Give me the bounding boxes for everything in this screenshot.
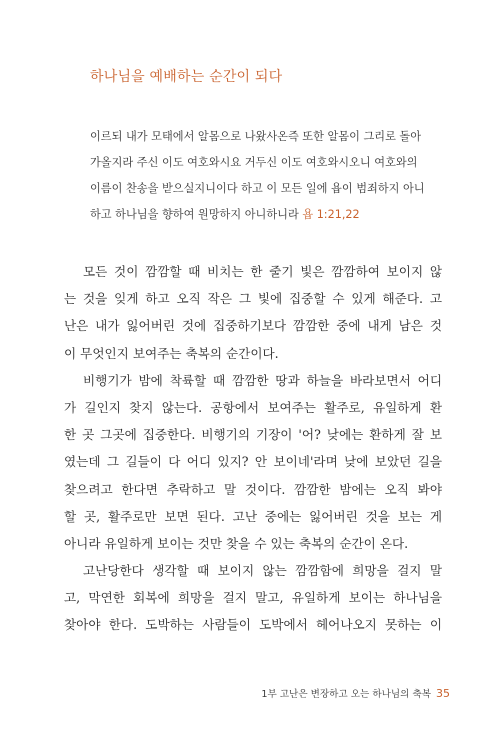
paragraph-line: 찾으려고 한다면 추락하고 말 것이다. 깜깜한 밤에는 오직 봐야 xyxy=(64,481,442,497)
quote-line: 이름이 찬송을 받으실지니이다 하고 이 모든 일에 욥이 범죄하지 아니 xyxy=(90,182,425,195)
paragraph-line: 할 곳, 활주로만 보면 된다. 고난 중에는 잃어버린 것을 보는 게 xyxy=(64,508,442,524)
scripture-quote xyxy=(90,124,450,228)
paragraph-line: 가 길인지 찾지 않는다. 공항에서 보여주는 활주로, 유일하게 환 xyxy=(64,399,442,415)
section-heading: 하나님을 예배하는 순간이 되다 xyxy=(90,69,283,85)
paragraph-line: 고난당한다 생각할 때 보이지 않는 깜깜함에 희망을 걸지 말 xyxy=(83,563,442,579)
paragraph-line: 아니라 유일하게 보이는 것만 찾을 수 있는 축복의 순간이 온다. xyxy=(64,535,409,551)
quote-text: 하고 하나님을 향하여 원망하지 아니하니라 xyxy=(90,208,299,221)
body-text xyxy=(64,258,442,639)
quote-line: 가올지라 주신 이도 여호와시요 거두신 이도 여호와시오니 여호와의 xyxy=(90,156,418,169)
quote-line: 이르되 내가 모태에서 알몸으로 나왔사온즉 또한 알몸이 그리로 돌아 xyxy=(90,130,422,143)
paragraph-line: 이 무엇인지 보여주는 축복의 순간이다. xyxy=(64,345,279,361)
page-number: 35 xyxy=(436,687,450,700)
page-footer xyxy=(261,686,450,700)
quote-line-last xyxy=(90,202,450,228)
paragraph-line: 는 것을 잊게 하고 오직 작은 그 빛에 집중할 수 있게 해준다. 고 xyxy=(64,291,442,307)
paragraph-line: 였는데 그 길들이 다 어디 있지? 안 보이네'라며 낮에 보았던 길을 xyxy=(64,454,442,470)
paragraph-line: 난은 내가 잃어버린 것에 집중하기보다 깜깜한 중에 내게 남은 것 xyxy=(64,318,442,334)
paragraph-line: 한 곳 그곳에 집중한다. 비행기의 기장이 '어? 낮에는 환하게 잘 보 xyxy=(64,427,442,443)
running-title: 1부 고난은 변장하고 오는 하나님의 축복 xyxy=(261,689,431,700)
paragraph-line: 찾아야 한다. 도박하는 사람들이 도박에서 헤어나오지 못하는 이 xyxy=(64,617,442,633)
paragraph-line: 모든 것이 깜깜할 때 비치는 한 줄기 빛은 깜깜하여 보이지 않 xyxy=(83,264,442,279)
paragraph-line: 고, 막연한 회복에 희망을 걸지 말고, 유일하게 보이는 하나님을 xyxy=(64,590,442,606)
paragraph-line: 비행기가 밤에 착륙할 때 깜깜한 땅과 하늘을 바라보면서 어디 xyxy=(83,372,442,388)
scripture-reference: 욥 1:21,22 xyxy=(302,208,360,221)
